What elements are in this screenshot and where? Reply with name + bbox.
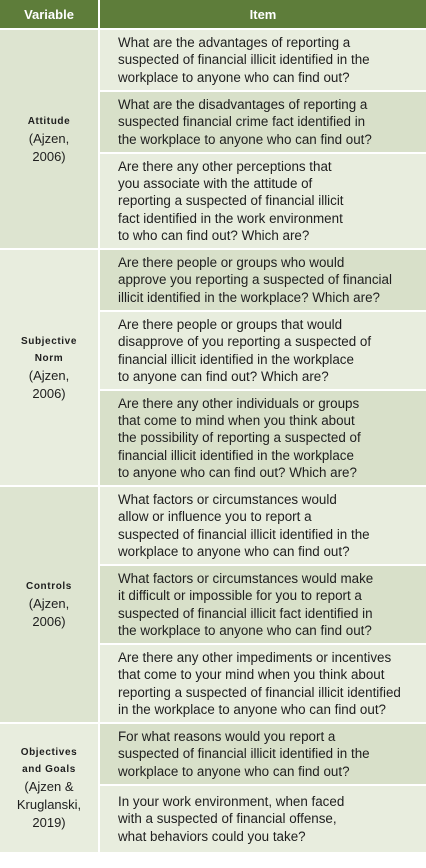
header-item: Item	[99, 0, 426, 29]
item-cell: In your work environment, when faced with a suspected of financial offense, what behaviors could you take?	[99, 785, 426, 852]
item-cell: Are there people or groups who would approve you reporting a suspected of financial illicit identified in the workplace? Which are?	[99, 249, 426, 311]
item-cell: For what reasons would you report a suspected of financial illicit identified in the workplace to anyone who can find out?	[99, 723, 426, 785]
variable-reference: (Ajzen, 2006)	[28, 367, 70, 401]
item-cell: Are there any other impediments or incentives that come to your mind when you think about reporting a suspected of financial illicit identified in the workplace to anyone who can find out?	[99, 644, 426, 723]
variable-reference: (Ajzen & Kruglanski, 2019)	[16, 779, 82, 830]
item-cell: Are there people or groups that would disapprove of you reporting a suspected of financial illicit identified in the workplace to anyone can find out? Which are?	[99, 311, 426, 390]
table-row	[0, 29, 426, 91]
header-variable: Variable	[0, 0, 99, 29]
variable-cell-controls	[0, 486, 99, 723]
variable-name: Subjective Norm	[20, 335, 78, 364]
variable-cell-objectives-and-goals	[0, 723, 99, 852]
header-row	[0, 0, 426, 29]
variable-cell-subjective-norm	[0, 249, 99, 486]
table-row	[0, 249, 426, 311]
item-cell: What factors or circumstances would allow or influence you to report a suspected of financial illicit identified in the workplace to anyone who can find out?	[99, 486, 426, 565]
variable-name: Controls	[26, 581, 72, 592]
variable-reference: (Ajzen, 2006)	[28, 596, 70, 629]
table-row	[0, 486, 426, 565]
item-cell: What are the disadvantages of reporting a suspected financial crime fact identified in the workplace to anyone who can find out?	[99, 91, 426, 153]
item-cell: What factors or circumstances would make it difficult or impossible for you to report a suspected of financial illicit fact identified in the workplace to anyone who can find out?	[99, 565, 426, 644]
item-cell: Are there any other individuals or groups that come to mind when you think about the possibility of reporting a suspected of financial illicit identified in the workplace to anyone who can find out? Which are?	[99, 390, 426, 486]
variable-reference: (Ajzen, 2006)	[28, 130, 70, 164]
item-cell: Are there any other perceptions that you associate with the attitude of reporting a suspected of financial illicit fact identified in the work environment to who can find out? Which are?	[99, 153, 426, 249]
table-row	[0, 723, 426, 785]
item-cell: What are the advantages of reporting a suspected of financial illicit identified in the workplace to anyone who can find out?	[99, 29, 426, 91]
variable-cell-attitude	[0, 29, 99, 249]
variable-name: Objectives and Goals	[20, 747, 78, 775]
variable-name: Attitude	[27, 115, 71, 127]
